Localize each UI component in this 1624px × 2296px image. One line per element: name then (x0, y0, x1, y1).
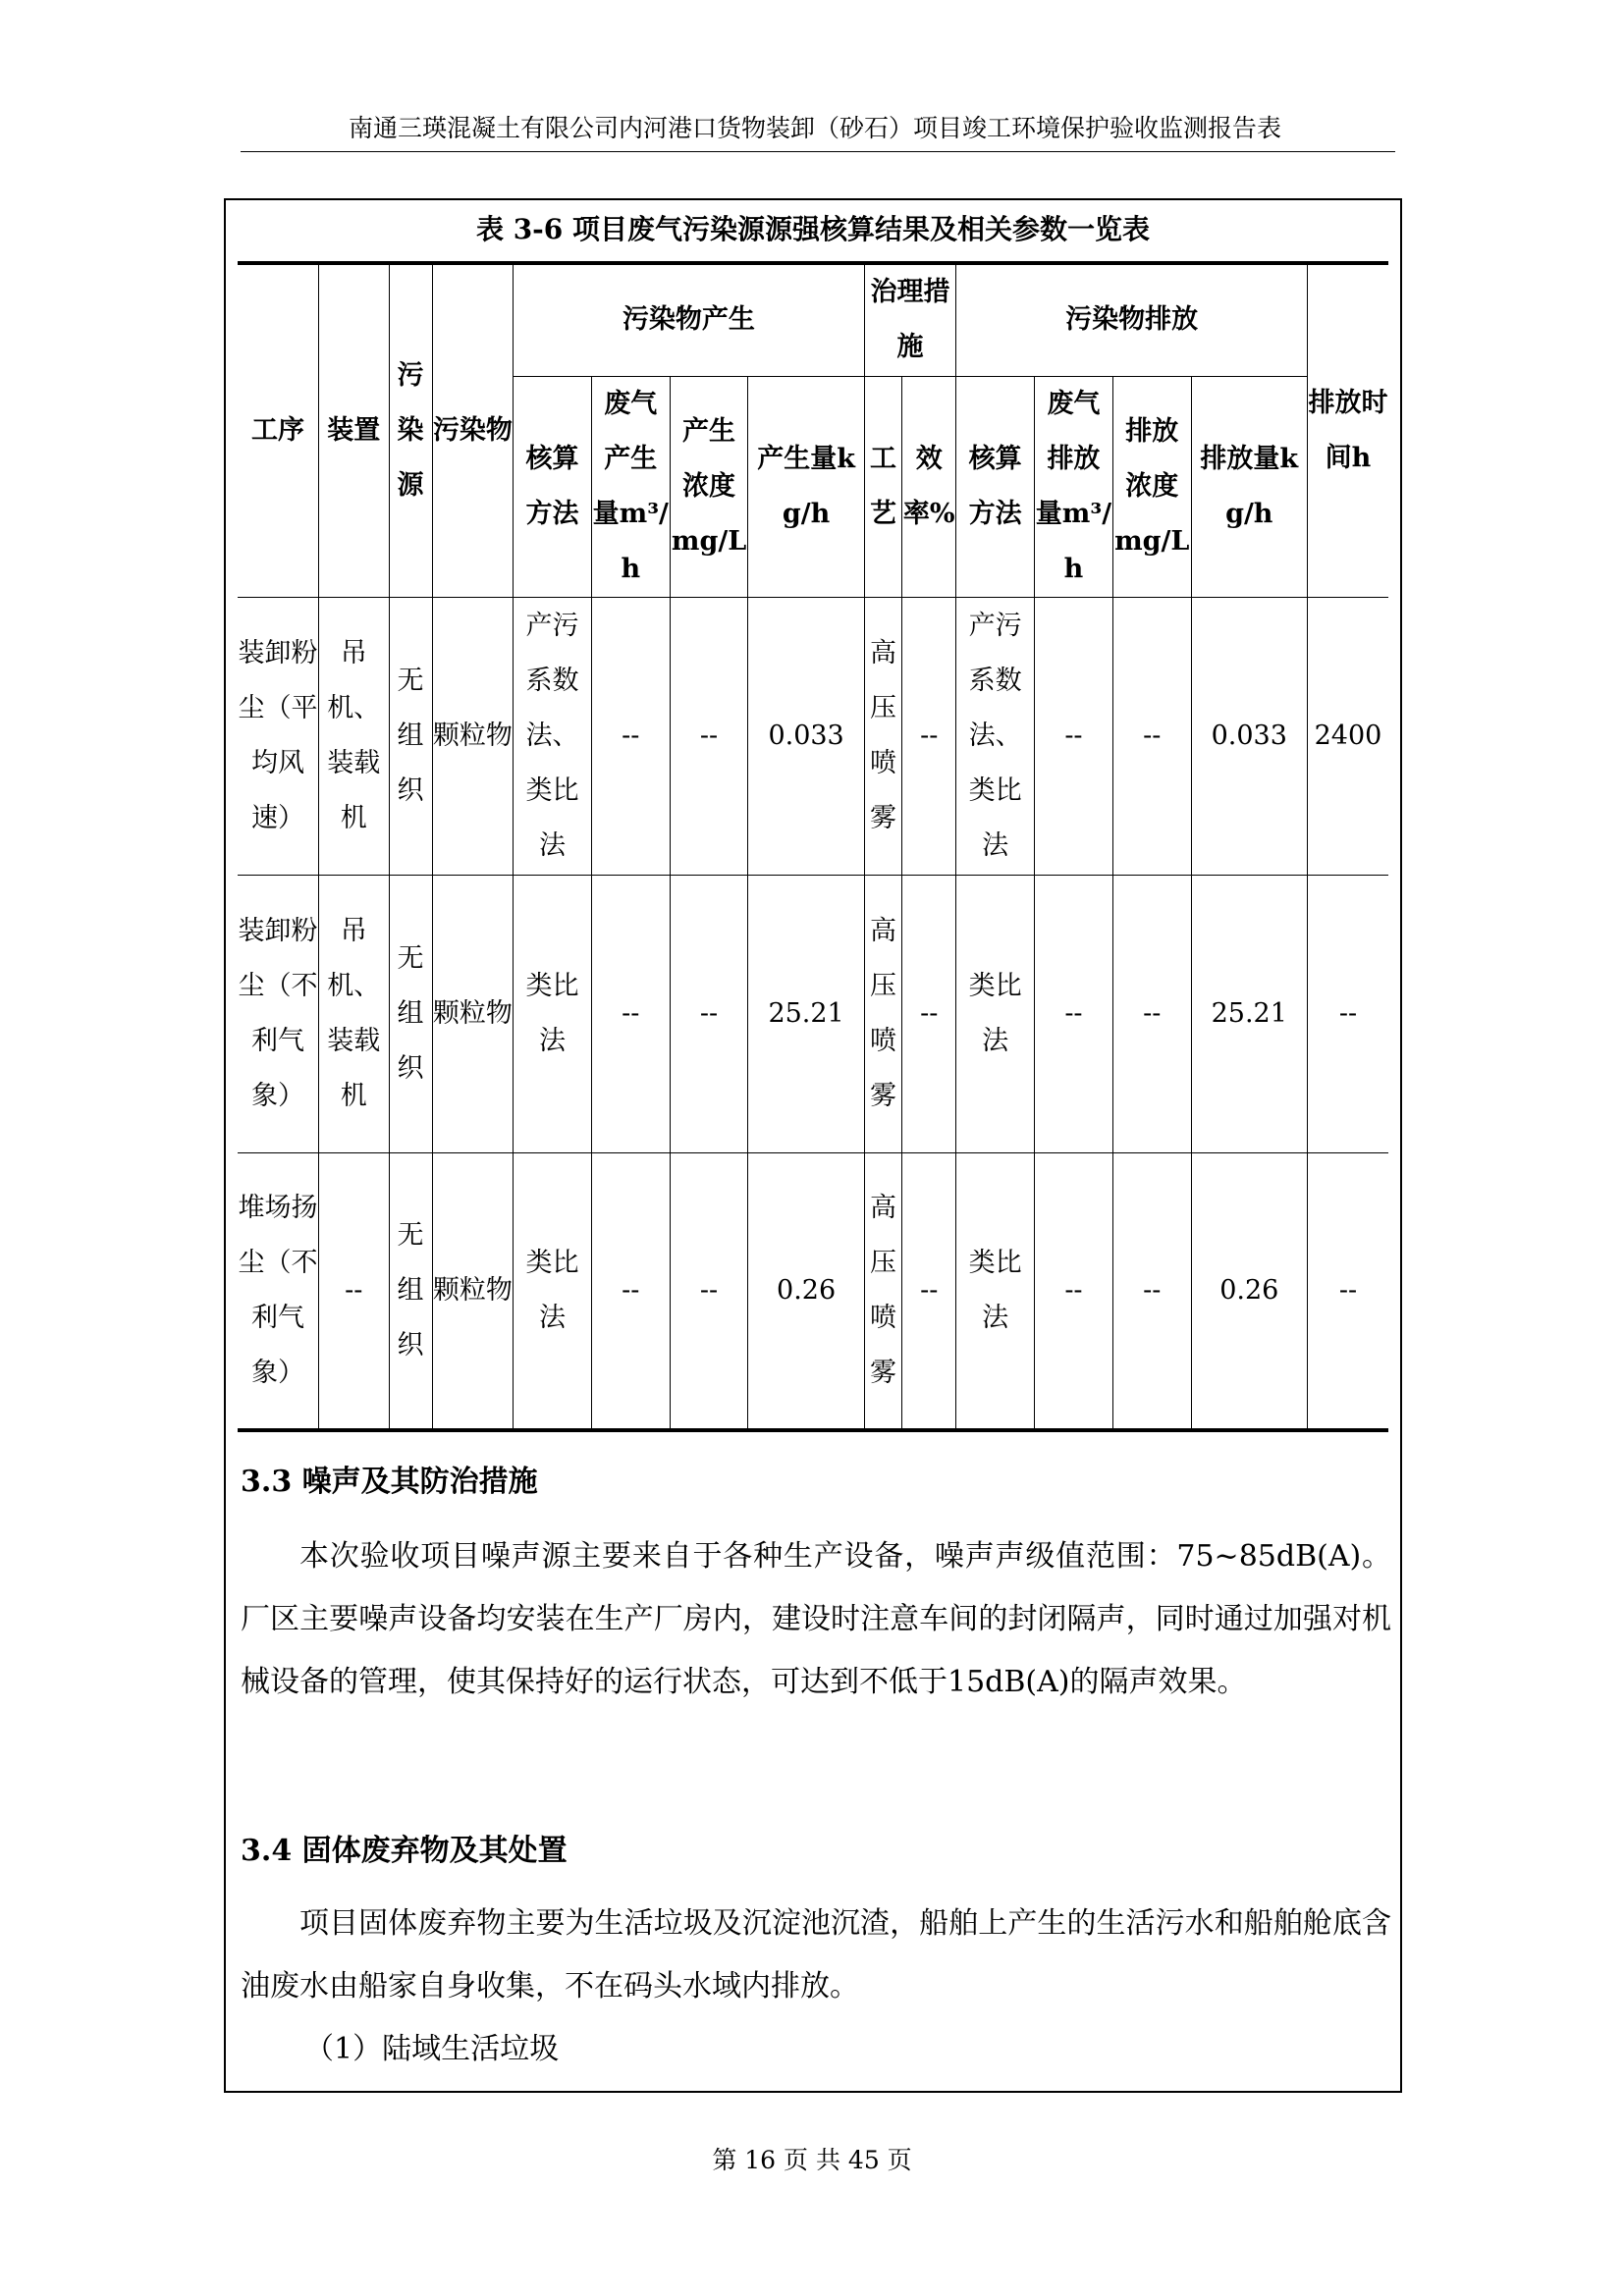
cell-device: 吊机、装载机 (319, 597, 390, 875)
cell-emi-amount: 0.033 (1191, 597, 1307, 875)
cell-emission-time: -- (1307, 875, 1388, 1152)
cell-gen-concentration: -- (670, 875, 748, 1152)
cell-emi-gas-volume: -- (1035, 597, 1113, 875)
cell-emi-concentration: -- (1112, 875, 1191, 1152)
cell-emi-method: 类比法 (956, 875, 1035, 1152)
col-gen-amount: 产生量kg/h (748, 376, 864, 597)
page-footer: 第 16 页 共 45 页 (712, 2146, 912, 2174)
cell-source: 无组织 (389, 597, 432, 875)
table-row (238, 597, 1388, 875)
cell-emi-method: 类比法 (956, 1152, 1035, 1430)
header-rule (241, 151, 1395, 152)
cell-efficiency: -- (902, 1152, 956, 1430)
cell-emi-gas-volume: -- (1035, 875, 1113, 1152)
page-header: 南通三瑛混凝土有限公司内河港口货物装卸（砂石）项目竣工环境保护验收监测报告表 (348, 114, 1281, 142)
cell-emission-time: 2400 (1307, 597, 1388, 875)
cell-process: 堆场扬尘（不利气象） (238, 1152, 319, 1430)
col-process: 工序 (238, 263, 319, 597)
cell-source: 无组织 (389, 1152, 432, 1430)
col-device: 装置 (319, 263, 390, 597)
cell-device: -- (319, 1152, 390, 1430)
cell-emission-time: -- (1307, 1152, 1388, 1430)
section-3-3-paragraph: 本次验收项目噪声源主要来自于各种生产设备，噪声声级值范围：75~85dB(A)。厂区主要噪声设备均安装在生产厂房内，建设时注意车间的封闭隔声，同时通过加强对机械设备的管理，使其保持好的运行状态，可达到不低于15dB(A)的隔声效果。 (241, 1539, 1391, 1699)
col-craft: 工艺 (864, 376, 902, 597)
cell-efficiency: -- (902, 597, 956, 875)
cell-emi-gas-volume: -- (1035, 1152, 1113, 1430)
table-header-row-1 (238, 263, 1388, 376)
cell-process: 装卸粉尘（不利气象） (238, 875, 319, 1152)
col-emi-amount: 排放量kg/h (1191, 376, 1307, 597)
cell-pollutant: 颗粒物 (432, 875, 514, 1152)
cell-craft: 高压喷雾 (864, 597, 902, 875)
col-emi-method: 核算方法 (956, 376, 1035, 597)
col-emi-gas-volume: 废气排放量m³/h (1035, 376, 1113, 597)
emission-table (238, 261, 1388, 1432)
section-3-3-title: 3.3 噪声及其防治措施 (241, 1465, 538, 1499)
section-3-4-paragraph: 项目固体废弃物主要为生活垃圾及沉淀池沉渣，船舶上产生的生活污水和船舶舱底含油废水由船家自身收集，不在码头水域内排放。 (241, 1906, 1391, 2003)
section-3-4-title: 3.4 固体废弃物及其处置 (241, 1834, 568, 1868)
cell-efficiency: -- (902, 875, 956, 1152)
cell-gen-gas-volume: -- (591, 597, 670, 875)
cell-emi-amount: 0.26 (1191, 1152, 1307, 1430)
col-source: 污染源 (389, 263, 432, 597)
table-row (238, 875, 1388, 1152)
cell-gen-concentration: -- (670, 597, 748, 875)
col-pollutant: 污染物 (432, 263, 514, 597)
cell-craft: 高压喷雾 (864, 1152, 902, 1430)
cell-emi-concentration: -- (1112, 1152, 1191, 1430)
col-efficiency: 效率% (902, 376, 956, 597)
cell-emi-method: 产污系数法、类比法 (956, 597, 1035, 875)
cell-process: 装卸粉尘（平均风速） (238, 597, 319, 875)
table-row (238, 1152, 1388, 1430)
cell-gen-concentration: -- (670, 1152, 748, 1430)
cell-pollutant: 颗粒物 (432, 597, 514, 875)
col-gen-method: 核算方法 (514, 376, 592, 597)
col-gen-concentration: 产生浓度mg/L (670, 376, 748, 597)
cell-source: 无组织 (389, 875, 432, 1152)
cell-craft: 高压喷雾 (864, 875, 902, 1152)
cell-gen-method: 类比法 (514, 1152, 592, 1430)
col-group-generation: 污染物产生 (514, 263, 865, 376)
table-caption: 表 3-6 项目废气污染源源强核算结果及相关参数一览表 (475, 213, 1151, 245)
cell-gen-amount: 0.033 (748, 597, 864, 875)
cell-gen-method: 产污系数法、类比法 (514, 597, 592, 875)
col-gen-gas-volume: 废气产生量m³/h (591, 376, 670, 597)
cell-device: 吊机、装载机 (319, 875, 390, 1152)
cell-pollutant: 颗粒物 (432, 1152, 514, 1430)
cell-gen-gas-volume: -- (591, 875, 670, 1152)
cell-gen-amount: 0.26 (748, 1152, 864, 1430)
col-emi-concentration: 排放浓度mg/L (1112, 376, 1191, 597)
cell-emi-concentration: -- (1112, 597, 1191, 875)
cell-emi-amount: 25.21 (1191, 875, 1307, 1152)
cell-gen-amount: 25.21 (748, 875, 864, 1152)
col-group-treatment: 治理措施 (864, 263, 956, 376)
col-emission-time: 排放时间h (1307, 263, 1388, 597)
cell-gen-method: 类比法 (514, 875, 592, 1152)
cell-gen-gas-volume: -- (591, 1152, 670, 1430)
col-group-emission: 污染物排放 (956, 263, 1308, 376)
section-3-4-item-1: （1）陆域生活垃圾 (304, 2032, 560, 2066)
